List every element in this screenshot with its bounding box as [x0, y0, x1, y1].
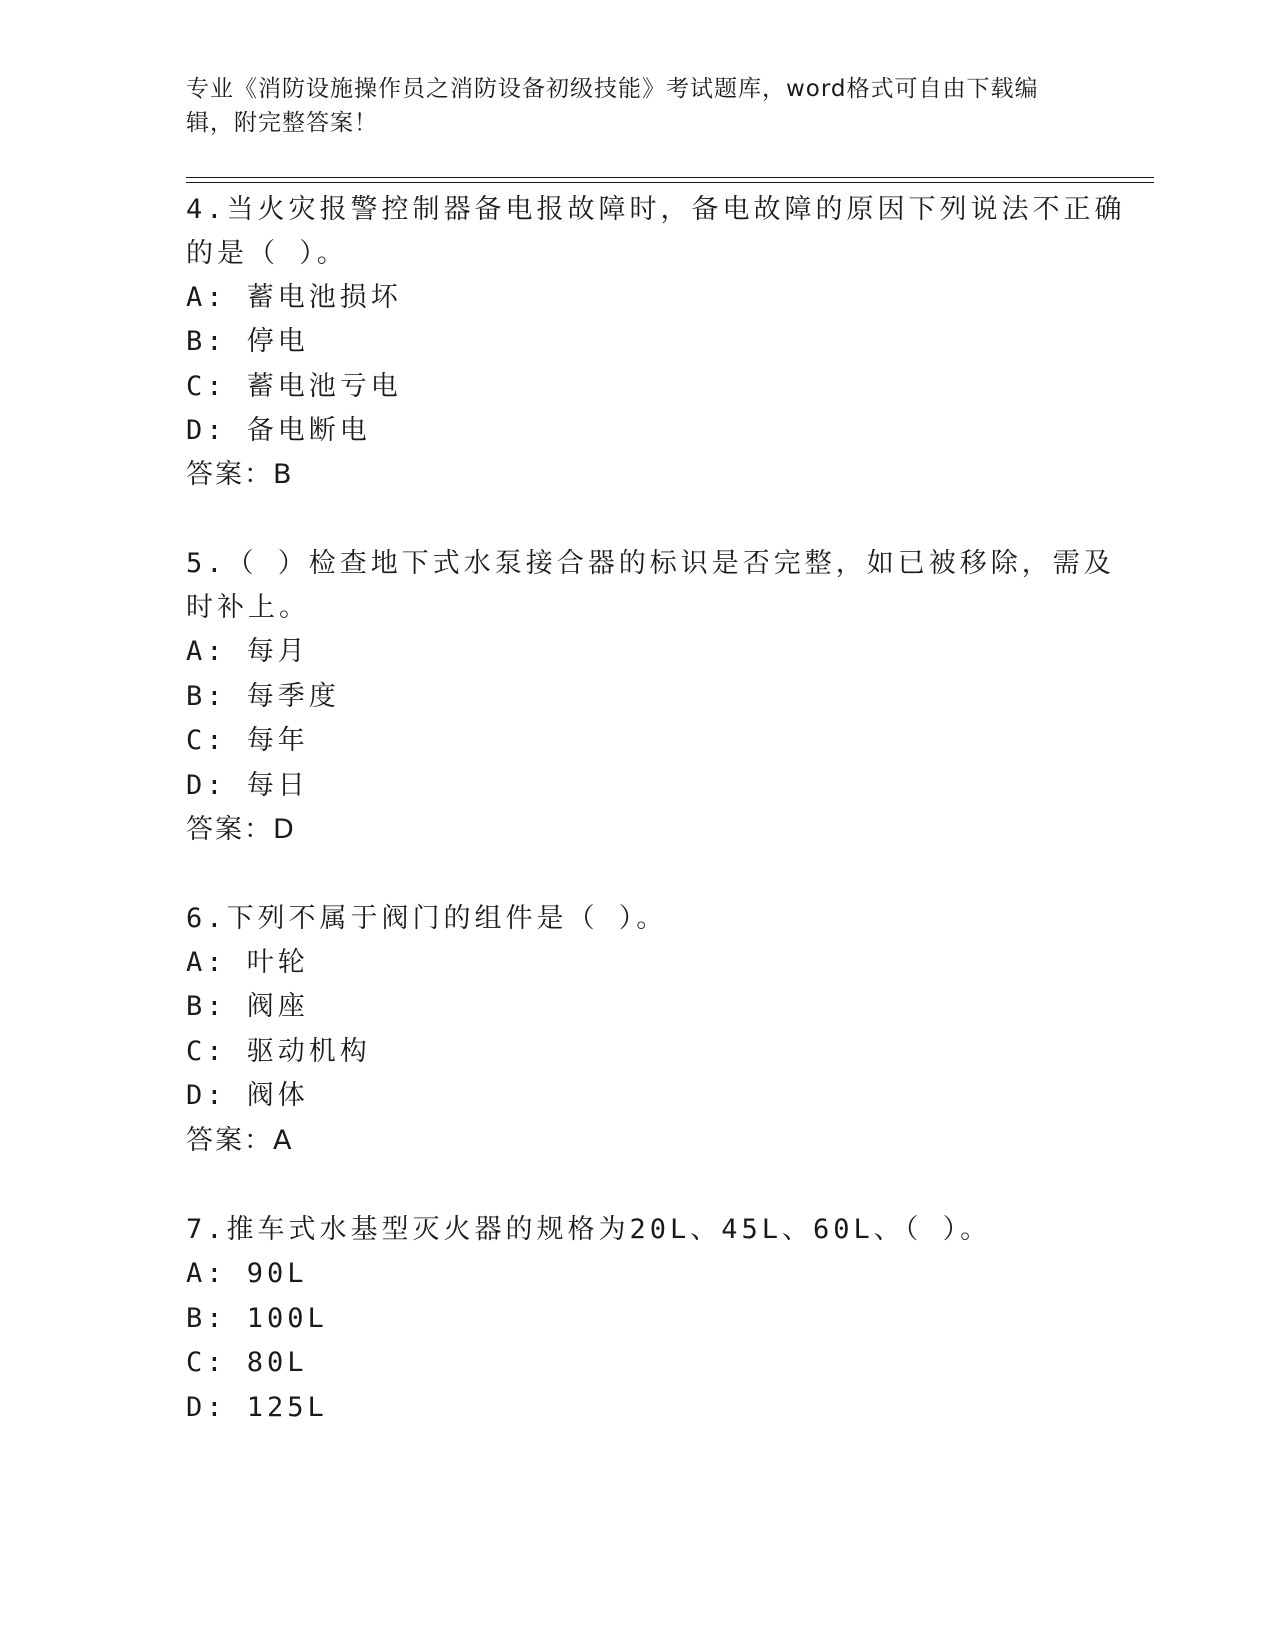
question-5-option-d: D: 每日: [186, 770, 309, 801]
question-6-option-a: A: 叶轮: [186, 947, 309, 978]
question-4-stem-line-2: 的是（ ）。: [186, 238, 348, 269]
document-header: [186, 72, 1066, 140]
question-4-option-a: A: 蓄电池损坏: [186, 282, 402, 313]
question-6-option-c: C: 驱动机构: [186, 1036, 371, 1067]
question-7-option-d: D: 125L: [186, 1392, 328, 1423]
question-5-option-c: C: 每年: [186, 725, 309, 756]
question-5-stem-line-2: 时补上。: [186, 592, 310, 623]
question-4-option-d: D: 备电断电: [186, 415, 371, 446]
header-intro-line-1: 专业《消防设施操作员之消防设备初级技能》考试题库，word格式可自由下载编: [186, 76, 1039, 102]
question-6-option-d: D: 阀体: [186, 1080, 309, 1111]
question-5-stem-line-1: 5.（ ）检查地下式水泵接合器的标识是否完整，如已被移除，需及: [186, 548, 1115, 579]
question-7-option-c: C: 80L: [186, 1347, 308, 1378]
question-6-option-b: B: 阀座: [186, 991, 309, 1022]
question-7-option-b: B: 100L: [186, 1303, 328, 1334]
question-5-option-a: A: 每月: [186, 636, 309, 667]
question-5-option-b: B: 每季度: [186, 681, 340, 712]
header-divider-bottom: [186, 182, 1154, 183]
question-4-option-b: B: 停电: [186, 326, 309, 357]
question-5-answer: 答案：D: [186, 814, 296, 845]
question-4-option-c: C: 蓄电池亏电: [186, 371, 402, 402]
question-6-stem-line-1: 6.下列不属于阀门的组件是（ ）。: [186, 903, 668, 934]
question-6-answer: 答案：A: [186, 1125, 294, 1156]
question-7-stem-line-1: 7.推车式水基型灭火器的规格为20L、45L、60L、（ ）。: [186, 1214, 992, 1245]
header-intro-line-2: 辑，附完整答案！: [186, 110, 378, 136]
question-7-option-a: A: 90L: [186, 1258, 308, 1289]
question-4-stem-line-1: 4.当火灾报警控制器备电报故障时，备电故障的原因下列说法不正确: [186, 194, 1126, 225]
question-4-answer: 答案：B: [186, 459, 294, 490]
header-divider-top: [186, 177, 1154, 178]
